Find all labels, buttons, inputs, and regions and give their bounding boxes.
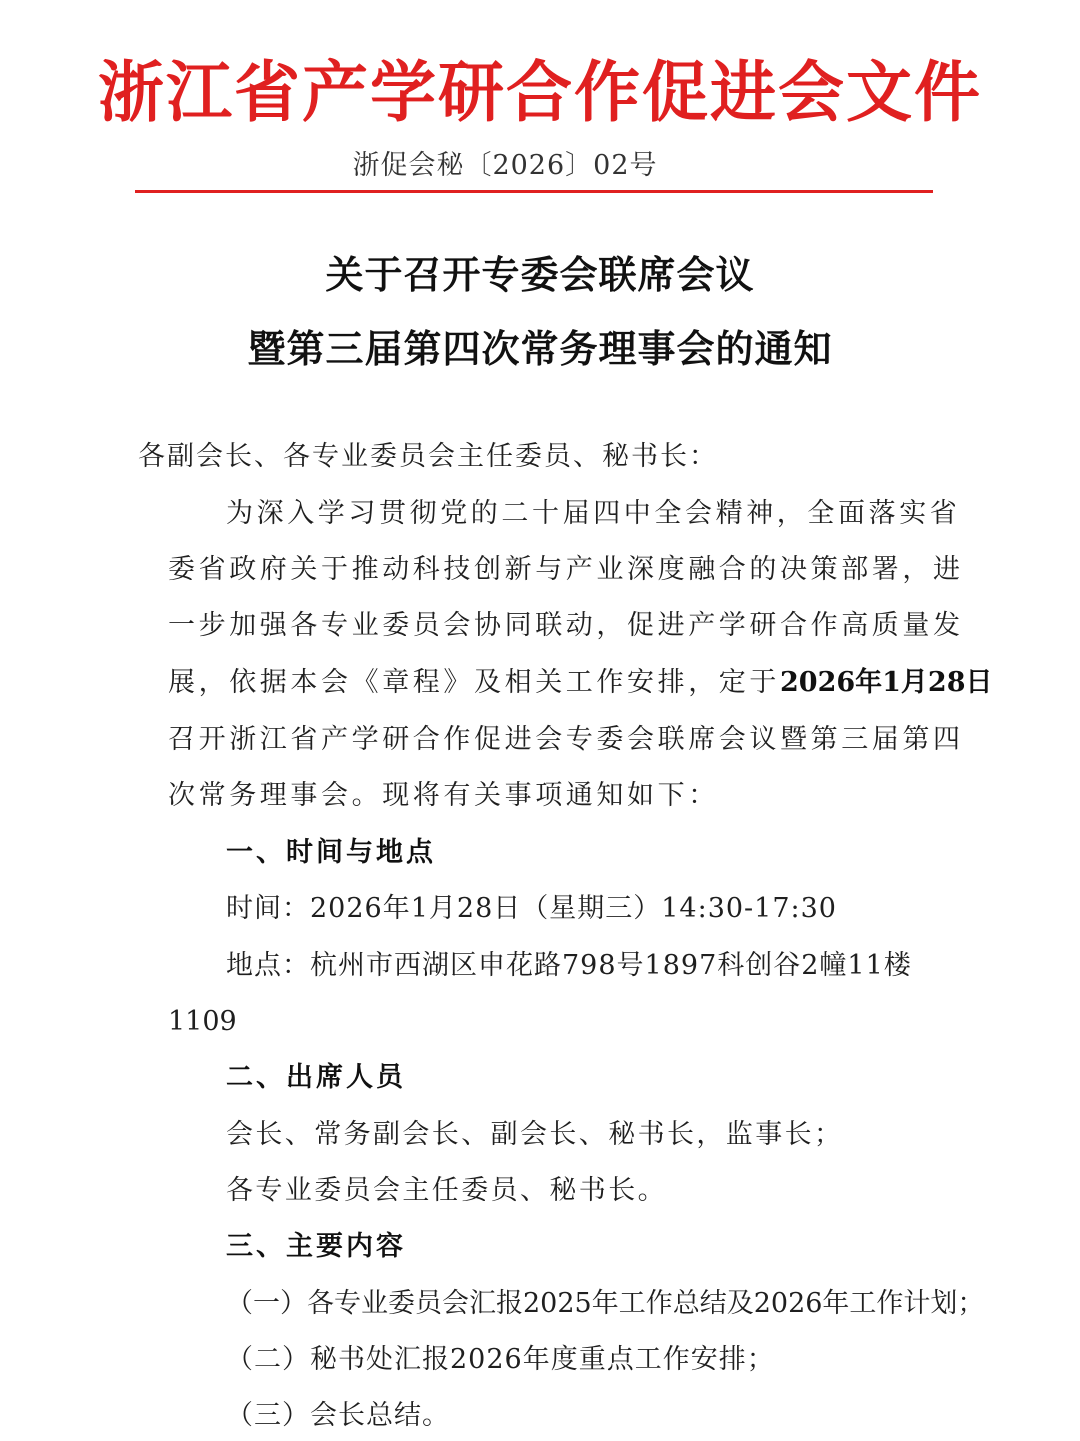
header-red-divider [135,190,933,193]
document-header-title: 浙江省产学研合作促进会文件 [98,53,982,131]
paragraph-line: 一步加强各专业委员会协同联动，促进产学研合作高质量发 [168,610,964,641]
document-number: 浙促会秘〔2026〕02号 [352,150,658,181]
agenda-item: （三）会长总结。 [226,1400,450,1431]
attendees-line: 会长、常务副会长、副会长、秘书长，监事长； [226,1119,844,1150]
paragraph-line: 为深入学习贯彻党的二十届四中全会精神，全面落实省 [226,498,961,529]
section-heading-attendees: 二、出席人员 [226,1062,406,1093]
paragraph-line: 委省政府关于推动科技创新与产业深度融合的决策部署，进 [168,554,964,585]
notice-title-line-2: 暨第三届第四次常务理事会的通知 [247,326,833,371]
attendees-line: 各专业委员会主任委员、秘书长。 [226,1175,667,1206]
paragraph-text: 展，依据本会《章程》及相关工作安排，定于 [168,667,780,698]
notice-title-line-1: 关于召开专委会联席会议 [325,252,755,297]
paragraph-line: 次常务理事会。现将有关事项通知如下： [168,780,719,811]
meeting-time: 时间：2026年1月28日（星期三）14:30-17:30 [226,893,837,924]
agenda-item: （一）各专业委员会汇报2025年工作总结及2026年工作计划； [226,1288,985,1319]
agenda-item: （二）秘书处汇报2026年度重点工作安排； [226,1344,775,1375]
salutation: 各副会长、各专业委员会主任委员、秘书长： [138,441,718,472]
paragraph-line [168,663,993,703]
paragraph-line: 召开浙江省产学研合作促进会专委会联席会议暨第三届第四 [168,724,964,755]
meeting-place-continued: 1109 [168,1006,237,1037]
section-heading-time-place: 一、时间与地点 [226,837,436,868]
meeting-place: 地点：杭州市西湖区申花路798号1897科创谷2幢11楼 [226,950,912,981]
meeting-date-emphasis: 2026年1月28日 [780,667,993,698]
section-heading-content: 三、主要内容 [226,1231,406,1262]
